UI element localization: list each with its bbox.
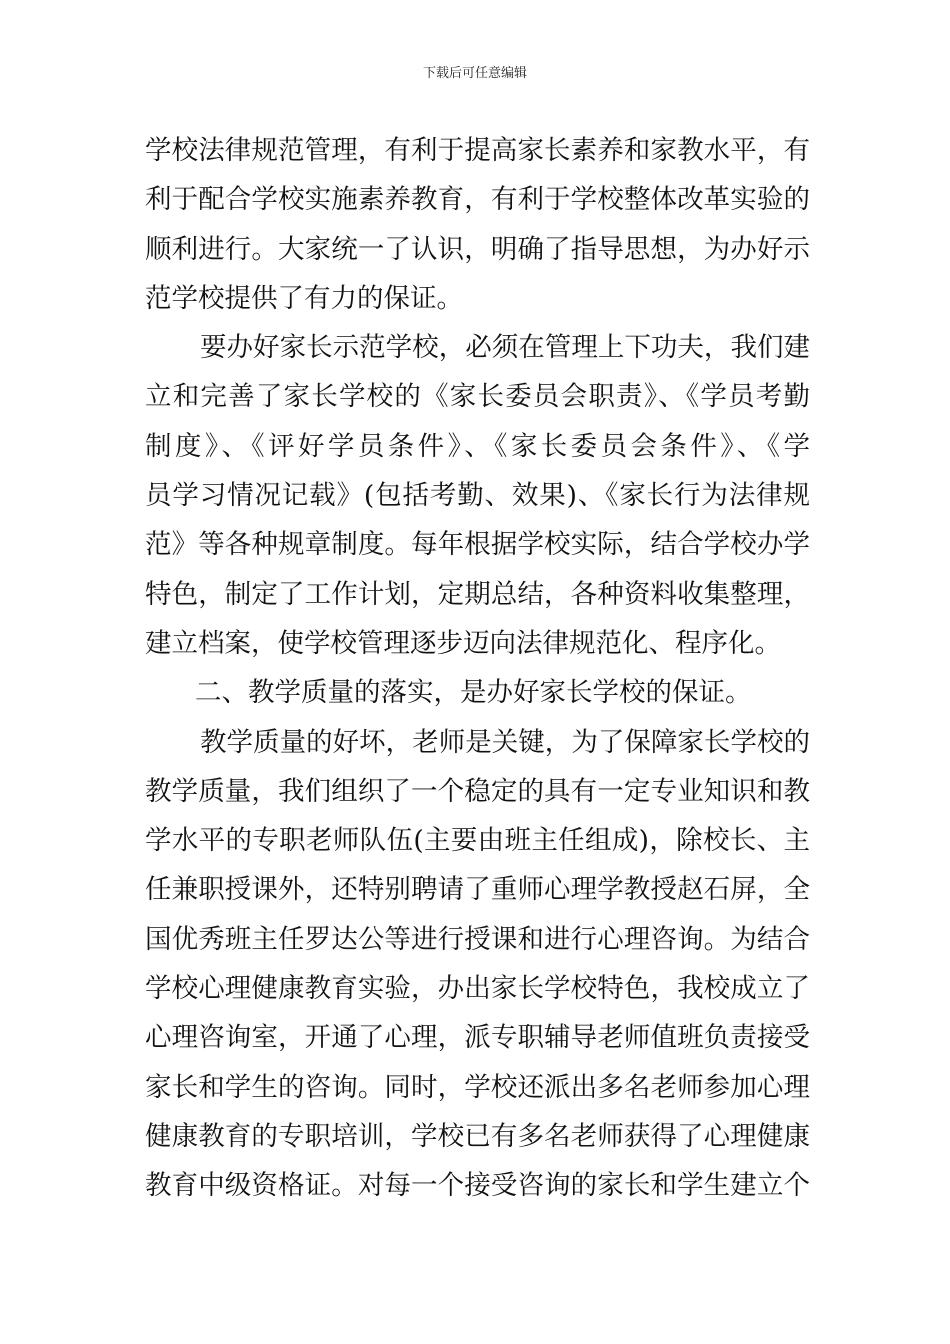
text-line: 立和完善了家长学校的《家长委员会职责》、《学员考勤	[145, 381, 810, 413]
text-line: 制度》、《评好学员条件》、《家长委员会条件》、《学	[145, 430, 810, 462]
text-line: 利于配合学校实施素养教育，有利于学校整体改革实验的	[145, 184, 810, 216]
text-line: 学校心理健康教育实验，办出家长学校特色，我校成立了	[145, 973, 810, 1005]
paragraph	[145, 126, 810, 323]
document-body	[145, 126, 810, 1211]
text-line: 二、教学质量的落实，是办好家长学校的保证。	[195, 677, 752, 709]
text-line: 家长和学生的咨询。同时，学校还派出多名老师参加心理	[145, 1071, 810, 1103]
text-line: 学校法律规范管理，有利于提高家长素养和家教水平，有	[145, 135, 810, 166]
text-line: 范》等各种规章制度。每年根据学校实际，结合学校办学	[145, 529, 810, 561]
paragraph	[145, 323, 810, 668]
text-line: 顺利进行。大家统一了认识，明确了指导思想，为办好示	[145, 233, 810, 265]
paragraph	[145, 718, 810, 1211]
text-line: 教育中级资格证。对每一个接受咨询的家长和学生建立个	[145, 1170, 810, 1202]
text-line: 教学质量，我们组织了一个稳定的具有一定专业知识和教	[145, 775, 810, 807]
text-line: 心理咨询室，开通了心理，派专职辅导老师值班负责接受	[145, 1022, 810, 1054]
section-heading	[145, 668, 810, 717]
text-line: 学水平的专职老师队伍(主要由班主任组成)，除校长、主	[145, 825, 810, 857]
text-line: 员学习情况记载》(包括考勤、效果)、《家长行为法律规	[145, 480, 810, 512]
text-line: 范学校提供了有力的保证。	[145, 282, 463, 314]
text-line: 任兼职授课外，还特别聘请了重师心理学教授赵石屏，全	[145, 874, 810, 906]
page-header: 下载后可任意编辑	[422, 66, 527, 81]
text-line: 特色，制定了工作计划，定期总结，各种资料收集整理，	[145, 578, 810, 610]
text-line: 教学质量的好坏，老师是关键，为了保障家长学校的	[200, 726, 810, 758]
text-line: 国优秀班主任罗达公等进行授课和进行心理咨询。为结合	[145, 923, 810, 955]
text-line: 健康教育的专职培训，学校已有多名老师获得了心理健康	[145, 1120, 810, 1152]
text-line: 建立档案，使学校管理逐步迈向法律规范化、程序化。	[145, 627, 781, 659]
text-line: 要办好家长示范学校，必须在管理上下功夫，我们建	[200, 332, 810, 364]
